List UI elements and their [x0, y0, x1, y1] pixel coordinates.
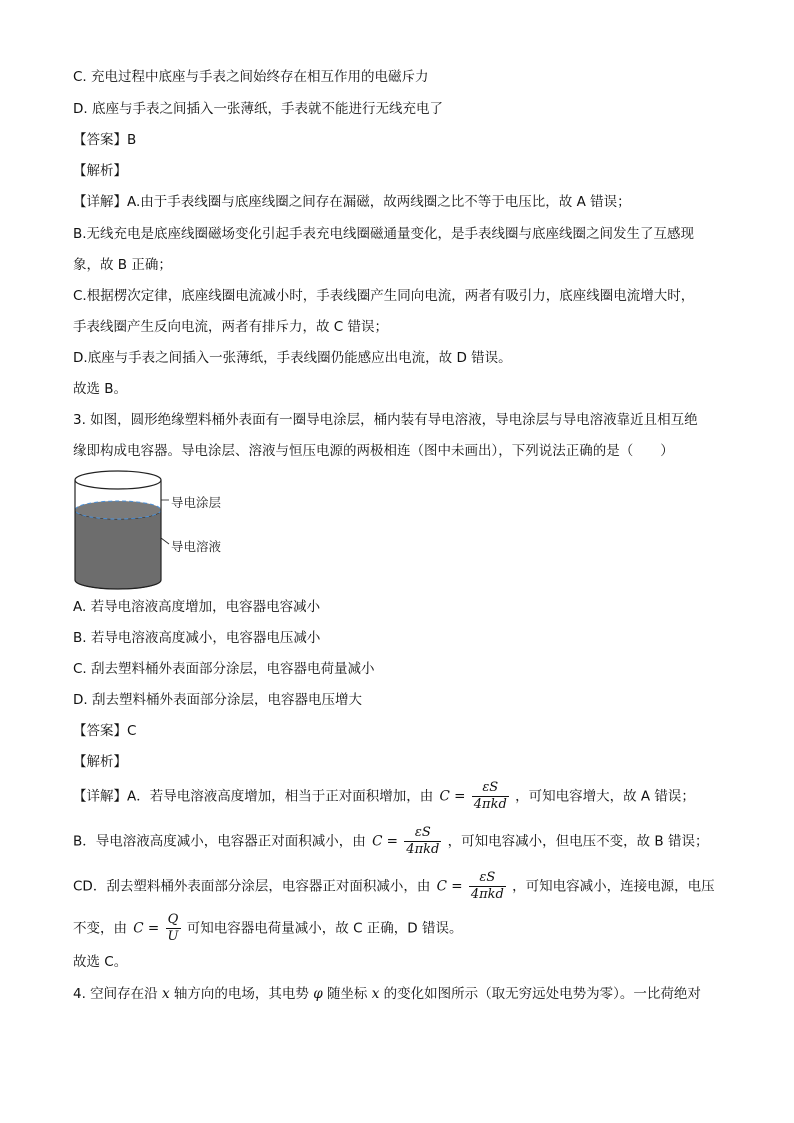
solution-leader-line: [161, 538, 169, 544]
detail-cd-text-before: CD．刮去塑料桶外表面部分涂层，电容器正对面积减小，由: [73, 878, 431, 895]
option-d-previous: D. 底座与手表之间插入一张薄纸，手表就不能进行无线充电了: [73, 101, 443, 117]
capacitance-formula: [440, 780, 509, 813]
formula-lhs: C =: [133, 920, 160, 937]
question-3-analysis-heading: 【解析】: [73, 754, 127, 770]
question-3-option-c: C. 刮去塑料桶外表面部分涂层，电容器电荷量减小: [73, 661, 375, 677]
formula-numerator: εS: [404, 825, 441, 842]
detail-previous-d: D.底座与手表之间插入一张薄纸，手表线圈仍能感应出电流，故 D 错误。: [73, 350, 512, 366]
question-3-choose: 故选 C。: [73, 954, 128, 970]
formula-lhs: C =: [439, 788, 466, 805]
question-3-detail-cd-2: [73, 912, 463, 945]
coating-label: 导电涂层: [171, 495, 222, 510]
capacitance-formula: [372, 825, 441, 858]
question-3-option-b: B. 若导电溶液高度减小，电容器电压减小: [73, 630, 321, 646]
solution-label: 导电溶液: [171, 539, 222, 554]
formula-fraction: [469, 870, 506, 903]
detail-b-text-after: ，可知电容减小，但电压不变，故 B 错误；: [447, 833, 709, 850]
bucket-solution: [75, 510, 161, 589]
formula-numerator: Q: [166, 912, 181, 929]
formula-fraction: [404, 825, 441, 858]
q4-var-phi: φ: [313, 986, 323, 1002]
formula-numerator: εS: [469, 870, 506, 887]
q4-text-a: 4. 空间存在沿: [73, 986, 158, 1002]
q4-var-x: x: [161, 986, 170, 1002]
detail-previous-c-1: C.根据楞次定律，底座线圈电流减小时，手表线圈产生同向电流，两者有吸引力，底座线圈电流增大时，: [73, 288, 695, 304]
question-4-stem-1: [73, 985, 701, 1003]
capacitor-bucket-figure: [73, 470, 273, 590]
analysis-heading-previous: 【解析】: [73, 163, 127, 179]
detail-previous-a: 【详解】A.由于手表线圈与底座线圈之间存在漏磁，故两线圈之比不等于电压比，故 A 错误；: [73, 194, 631, 210]
formula-fraction: [472, 780, 509, 813]
question-3-option-a: A. 若导电溶液高度增加，电容器电容减小: [73, 599, 321, 615]
detail-b-text-before: B．导电溶液高度减小，电容器正对面积减小，由: [73, 833, 366, 850]
detail-previous-c-2: 手表线圈产生反向电流，两者有排斥力，故 C 错误；: [73, 319, 389, 335]
bucket-rim: [75, 471, 161, 489]
question-3-detail-cd-1: [73, 870, 715, 903]
detail-cd-text-after: ，可知电容减小，连接电源，电压: [512, 878, 715, 895]
charge-voltage-formula: [133, 912, 180, 945]
formula-lhs: C =: [372, 833, 398, 850]
detail-cd2-text-after: 可知电容器电荷量减小，故 C 正确，D 错误。: [186, 920, 463, 937]
question-3-stem-2: 缘即构成电容器。导电涂层、溶液与恒压电源的两极相连（图中未画出），下列说法正确的是（ ）: [73, 443, 674, 459]
option-c-previous: C. 充电过程中底座与手表之间始终存在相互作用的电磁斥力: [73, 69, 429, 85]
formula-denominator: U: [167, 929, 179, 944]
question-3-detail-b: [73, 825, 708, 858]
formula-denominator: 4πkd: [473, 797, 507, 812]
choose-previous: 故选 B。: [73, 381, 128, 397]
q4-text-d: 的变化如图所示（取无穷远处电势为零）。一比荷绝对: [383, 986, 701, 1002]
answer-previous: 【答案】B: [73, 132, 137, 148]
question-3-option-d: D. 刮去塑料桶外表面部分涂层，电容器电压增大: [73, 692, 362, 708]
detail-previous-b-2: 象，故 B 正确；: [73, 257, 172, 273]
question-3-answer: 【答案】C: [73, 723, 137, 739]
detail-a-text-after: ，可知电容增大，故 A 错误；: [515, 788, 695, 805]
capacitance-formula: [437, 870, 506, 903]
formula-numerator: εS: [472, 780, 509, 797]
q4-var-x: x: [371, 986, 380, 1002]
detail-cd2-text-before: 不变，由: [73, 920, 127, 937]
detail-previous-b-1: B.无线充电是底座线圈磁场变化引起手表充电线圈磁通量变化，是手表线圈与底座线圈之间发生了互感现: [73, 226, 695, 242]
formula-denominator: 4πkd: [470, 887, 504, 902]
q4-text-c: 随坐标: [326, 986, 368, 1002]
question-3-stem-1: 3. 如图，圆形绝缘塑料桶外表面有一圈导电涂层，桶内装有导电溶液，导电涂层与导电溶液靠近且相互绝: [73, 412, 698, 428]
q4-text-b: 轴方向的电场，其电势: [173, 986, 309, 1002]
question-3-detail-a: [73, 780, 695, 813]
formula-denominator: 4πkd: [406, 842, 440, 857]
formula-fraction: [166, 912, 181, 945]
detail-a-text-before: 【详解】A．若导电溶液高度增加，相当于正对面积增加，由: [73, 788, 434, 805]
formula-lhs: C =: [436, 878, 463, 895]
